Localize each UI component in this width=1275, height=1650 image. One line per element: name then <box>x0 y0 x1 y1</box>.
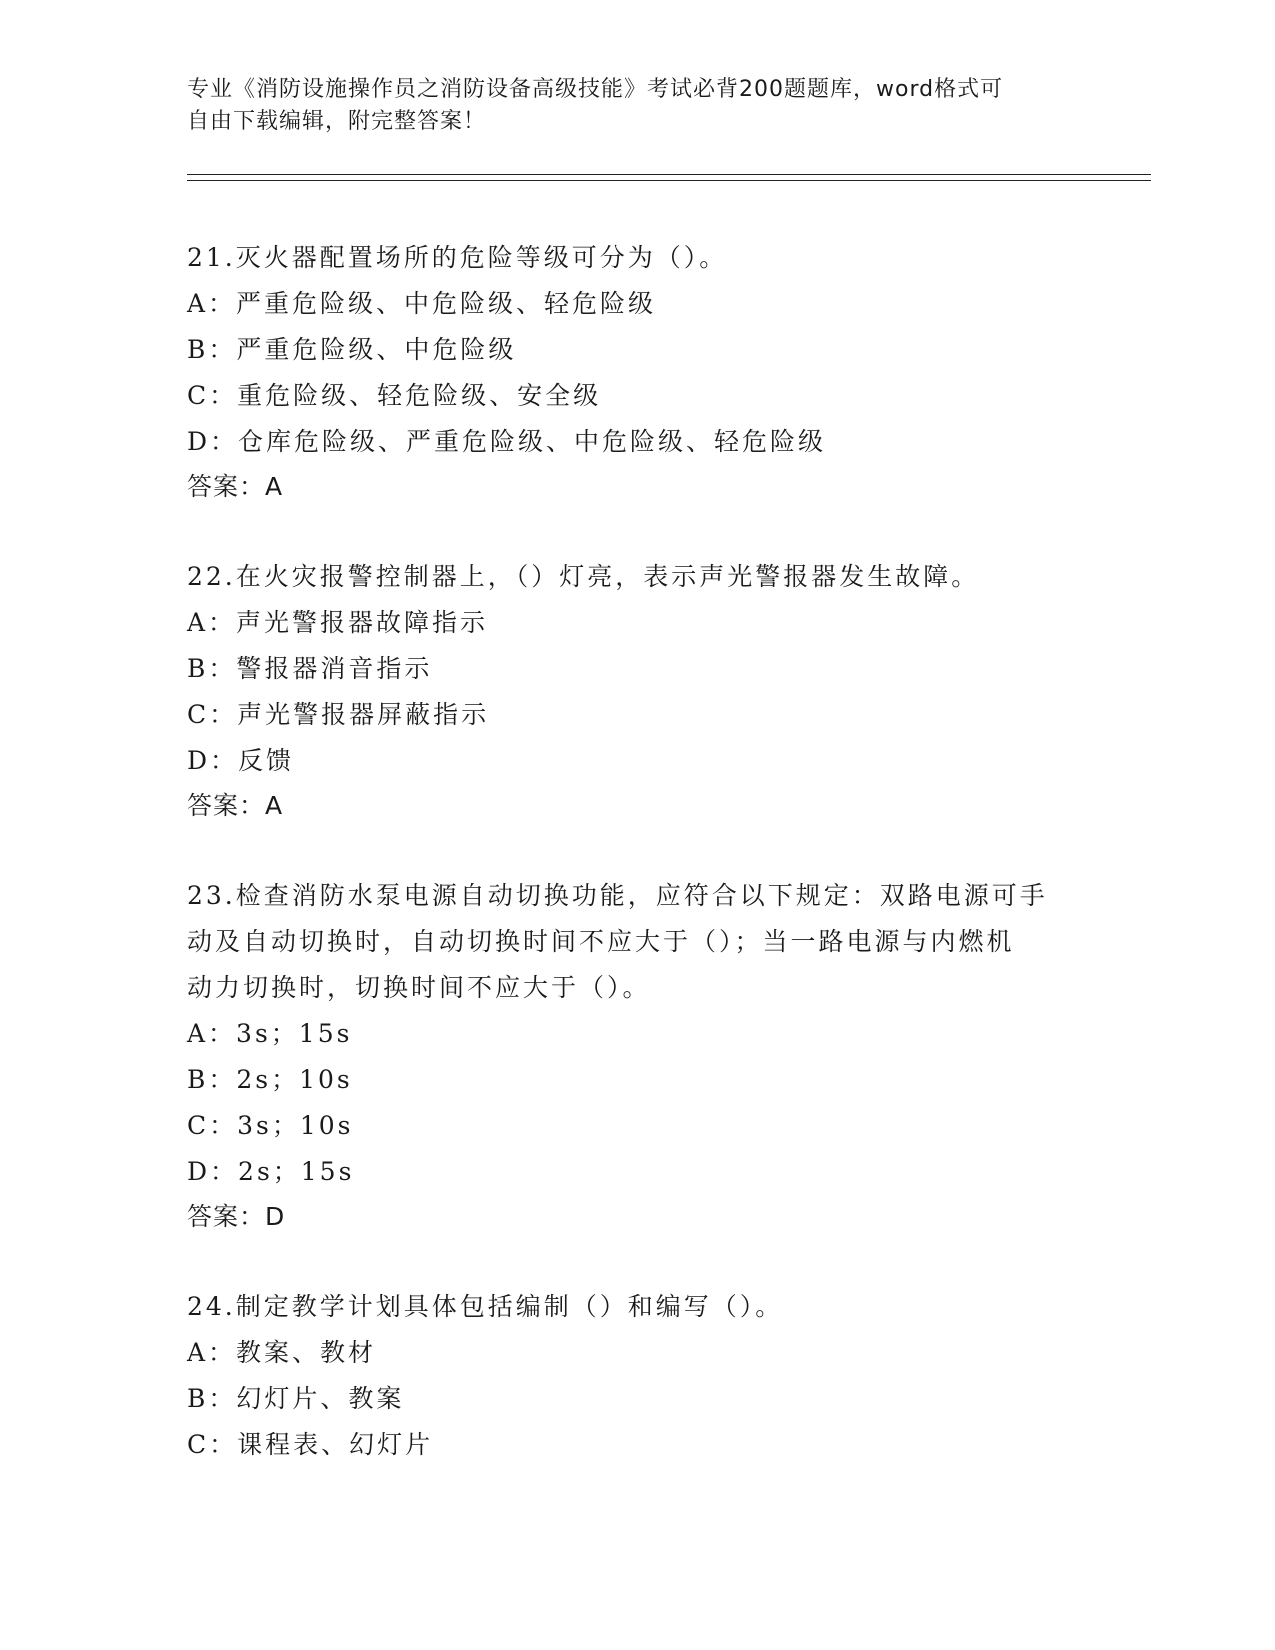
option-d: D：2s；15s <box>187 1157 355 1186</box>
option-a: A：3s；15s <box>187 1019 353 1048</box>
option-d: D：反馈 <box>187 746 295 775</box>
question-list <box>187 235 1087 1513</box>
option-c: C：声光警报器屏蔽指示 <box>187 700 490 729</box>
option-b: B：2s；10s <box>187 1065 353 1094</box>
option-c: C：3s；10s <box>187 1111 354 1140</box>
option-d: D：仓库危险级、严重危险级、中危险级、轻危险级 <box>187 427 827 456</box>
answer-text: 答案：D <box>187 1202 286 1231</box>
option-b: B：严重危险级、中危险级 <box>187 335 517 364</box>
option-b: B：警报器消音指示 <box>187 654 433 683</box>
option-a: A：严重危险级、中危险级、轻危险级 <box>187 289 657 318</box>
question-stem: 24.制定教学计划具体包括编制（）和编写（）。 <box>187 1292 784 1321</box>
option-c: C：重危险级、轻危险级、安全级 <box>187 381 602 410</box>
header-divider-top <box>187 174 1151 175</box>
header-divider-bottom <box>187 180 1151 181</box>
option-a: A：声光警报器故障指示 <box>187 608 489 637</box>
option-c: C：课程表、幻灯片 <box>187 1430 434 1459</box>
question-24 <box>187 1284 1087 1468</box>
option-b: B：幻灯片、教案 <box>187 1384 405 1413</box>
question-22 <box>187 554 1087 828</box>
question-21 <box>187 235 1087 509</box>
option-a: A：教案、教材 <box>187 1338 377 1367</box>
question-23 <box>187 873 1087 1239</box>
question-stem: 22.在火灾报警控制器上，（）灯亮，表示声光警报器发生故障。 <box>187 562 980 591</box>
question-stem: 23.检查消防水泵电源自动切换功能，应符合以下规定：双路电源可手 动及自动切换时，自动切换时间不应大于（）；当一路电源与内燃机 动力切换时，切换时间不应大于（）。 <box>187 881 1048 1002</box>
answer-text: 答案：A <box>187 791 284 820</box>
document-header: 专业《消防设施操作员之消防设备高级技能》考试必背200题题库，word格式可 自由下载编辑，附完整答案！ <box>187 77 1004 134</box>
question-stem: 21.灭火器配置场所的危险等级可分为（）。 <box>187 243 728 272</box>
answer-text: 答案：A <box>187 472 284 501</box>
